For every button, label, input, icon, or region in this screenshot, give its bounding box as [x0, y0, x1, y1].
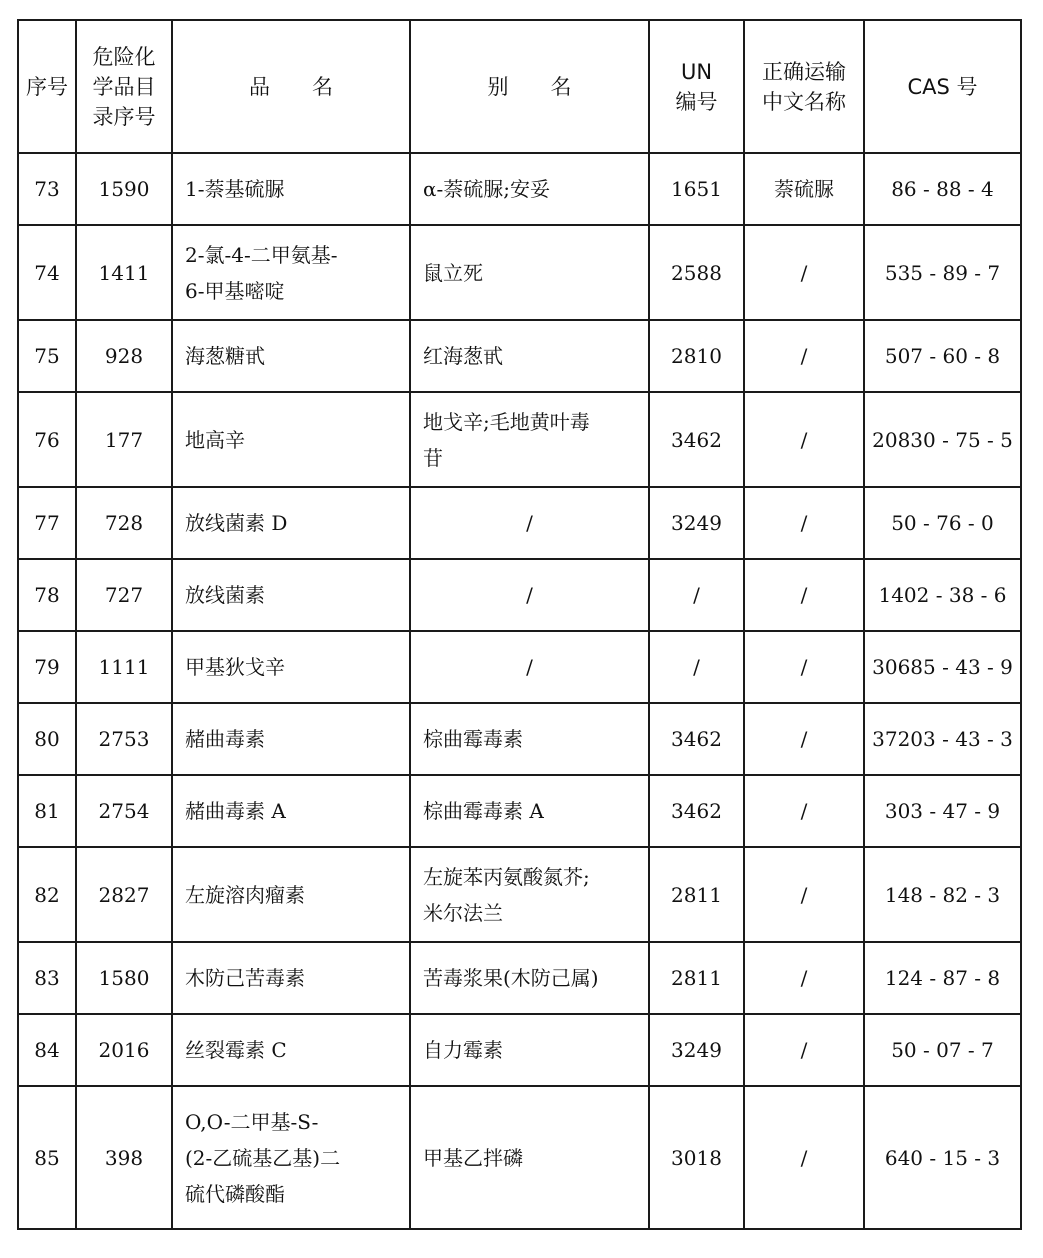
cell-un-number: 3462 [649, 775, 744, 847]
cell-un-number: 2811 [649, 847, 744, 942]
cell-un-number: 1651 [649, 153, 744, 225]
table-row [18, 153, 1021, 225]
cell-alias: 棕曲霉毒素 [410, 703, 649, 775]
cell-seq: 84 [18, 1014, 76, 1086]
cell-product-name: 1-萘基硫脲 [172, 153, 410, 225]
table-row [18, 775, 1021, 847]
cell-catalog-number: 398 [76, 1086, 172, 1229]
cell-transport-name: / [744, 1014, 864, 1086]
cell-seq: 79 [18, 631, 76, 703]
cell-transport-name: / [744, 320, 864, 392]
cell-transport-name: / [744, 847, 864, 942]
table-row [18, 1014, 1021, 1086]
chemical-table [17, 19, 1022, 1230]
table-row [18, 320, 1021, 392]
cell-cas-number: 1402 - 38 - 6 [864, 559, 1021, 631]
table-row [18, 392, 1021, 487]
cell-catalog-number: 928 [76, 320, 172, 392]
cell-product-name: 地高辛 [172, 392, 410, 487]
header-row [18, 20, 1021, 153]
cell-catalog-number: 1111 [76, 631, 172, 703]
header-catalog-number: 危险化 学品目 录序号 [76, 20, 172, 153]
cell-product-name: 赭曲毒素 A [172, 775, 410, 847]
cell-alias: / [410, 487, 649, 559]
cell-alias: 自力霉素 [410, 1014, 649, 1086]
cell-product-name: 木防己苦毒素 [172, 942, 410, 1014]
cell-un-number: 3249 [649, 487, 744, 559]
cell-cas-number: 86 - 88 - 4 [864, 153, 1021, 225]
cell-transport-name: / [744, 559, 864, 631]
cell-cas-number: 50 - 76 - 0 [864, 487, 1021, 559]
cell-alias: 左旋苯丙氨酸氮芥; 米尔法兰 [410, 847, 649, 942]
cell-transport-name: / [744, 225, 864, 320]
cell-transport-name: / [744, 942, 864, 1014]
cell-product-name: 甲基狄戈辛 [172, 631, 410, 703]
cell-un-number: / [649, 631, 744, 703]
cell-product-name: 丝裂霉素 C [172, 1014, 410, 1086]
cell-transport-name: 萘硫脲 [744, 153, 864, 225]
cell-seq: 75 [18, 320, 76, 392]
cell-seq: 83 [18, 942, 76, 1014]
cell-un-number: 3018 [649, 1086, 744, 1229]
cell-transport-name: / [744, 703, 864, 775]
cell-transport-name: / [744, 775, 864, 847]
cell-alias: / [410, 631, 649, 703]
table-row [18, 942, 1021, 1014]
cell-seq: 82 [18, 847, 76, 942]
cell-transport-name: / [744, 631, 864, 703]
cell-seq: 78 [18, 559, 76, 631]
cell-catalog-number: 177 [76, 392, 172, 487]
table-row [18, 225, 1021, 320]
cell-catalog-number: 2016 [76, 1014, 172, 1086]
cell-seq: 85 [18, 1086, 76, 1229]
cell-un-number: 2811 [649, 942, 744, 1014]
cell-alias: / [410, 559, 649, 631]
cell-un-number: / [649, 559, 744, 631]
cell-catalog-number: 2753 [76, 703, 172, 775]
cell-alias: 棕曲霉毒素 A [410, 775, 649, 847]
cell-cas-number: 535 - 89 - 7 [864, 225, 1021, 320]
cell-seq: 77 [18, 487, 76, 559]
header-seq: 序号 [18, 20, 76, 153]
cell-product-name: 放线菌素 D [172, 487, 410, 559]
cell-transport-name: / [744, 487, 864, 559]
header-transport-name: 正确运输 中文名称 [744, 20, 864, 153]
cell-catalog-number: 1590 [76, 153, 172, 225]
cell-product-name: 2-氯-4-二甲氨基- 6-甲基嘧啶 [172, 225, 410, 320]
cell-product-name: 赭曲毒素 [172, 703, 410, 775]
header-product-name: 品 名 [172, 20, 410, 153]
cell-alias: 鼠立死 [410, 225, 649, 320]
cell-cas-number: 50 - 07 - 7 [864, 1014, 1021, 1086]
cell-catalog-number: 2827 [76, 847, 172, 942]
table-row [18, 487, 1021, 559]
cell-cas-number: 507 - 60 - 8 [864, 320, 1021, 392]
cell-cas-number: 124 - 87 - 8 [864, 942, 1021, 1014]
cell-catalog-number: 1580 [76, 942, 172, 1014]
cell-alias: α-萘硫脲;安妥 [410, 153, 649, 225]
header-cas-number: CAS 号 [864, 20, 1021, 153]
cell-catalog-number: 2754 [76, 775, 172, 847]
cell-un-number: 2810 [649, 320, 744, 392]
cell-transport-name: / [744, 392, 864, 487]
cell-seq: 73 [18, 153, 76, 225]
cell-cas-number: 20830 - 75 - 5 [864, 392, 1021, 487]
table-row [18, 1086, 1021, 1229]
cell-alias: 甲基乙拌磷 [410, 1086, 649, 1229]
cell-un-number: 2588 [649, 225, 744, 320]
cell-transport-name: / [744, 1086, 864, 1229]
cell-cas-number: 303 - 47 - 9 [864, 775, 1021, 847]
table-row [18, 559, 1021, 631]
cell-un-number: 3249 [649, 1014, 744, 1086]
cell-product-name: 海葱糖甙 [172, 320, 410, 392]
cell-seq: 80 [18, 703, 76, 775]
cell-product-name: O,O-二甲基-S- (2-乙硫基乙基)二 硫代磷酸酯 [172, 1086, 410, 1229]
header-un-number: UN 编号 [649, 20, 744, 153]
cell-alias: 地戈辛;毛地黄叶毒 苷 [410, 392, 649, 487]
cell-alias: 苦毒浆果(木防己属) [410, 942, 649, 1014]
cell-cas-number: 37203 - 43 - 3 [864, 703, 1021, 775]
cell-alias: 红海葱甙 [410, 320, 649, 392]
cell-catalog-number: 1411 [76, 225, 172, 320]
cell-catalog-number: 727 [76, 559, 172, 631]
cell-seq: 74 [18, 225, 76, 320]
cell-catalog-number: 728 [76, 487, 172, 559]
cell-product-name: 左旋溶肉瘤素 [172, 847, 410, 942]
cell-seq: 81 [18, 775, 76, 847]
cell-cas-number: 30685 - 43 - 9 [864, 631, 1021, 703]
cell-product-name: 放线菌素 [172, 559, 410, 631]
table-row [18, 631, 1021, 703]
header-alias: 别 名 [410, 20, 649, 153]
cell-un-number: 3462 [649, 703, 744, 775]
cell-seq: 76 [18, 392, 76, 487]
cell-un-number: 3462 [649, 392, 744, 487]
table-row [18, 847, 1021, 942]
cell-cas-number: 640 - 15 - 3 [864, 1086, 1021, 1229]
cell-cas-number: 148 - 82 - 3 [864, 847, 1021, 942]
table-row [18, 703, 1021, 775]
